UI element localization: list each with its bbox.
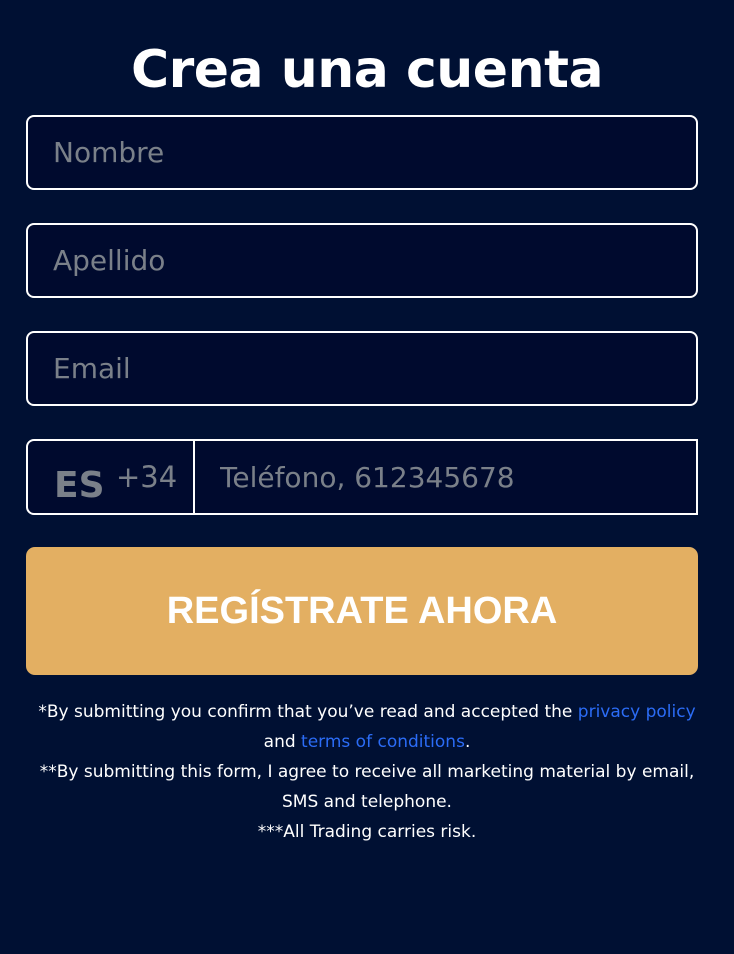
page-title: Crea una cuenta	[130, 40, 604, 100]
disclaimer-line-2: **By submitting this form, I agree to receive all marketing material by email, SMS and telephone.	[39, 762, 695, 812]
register-button[interactable]: REGÍSTRATE AHORA	[26, 547, 698, 675]
disclaimer	[22, 697, 712, 847]
disclaimer-text: *By submitting you confirm that you’ve read and accepted the	[38, 702, 578, 722]
privacy-policy-link[interactable]: privacy policy	[577, 702, 696, 722]
last-name-field-wrapper	[26, 223, 698, 298]
email-input[interactable]	[28, 333, 696, 404]
first-name-input[interactable]	[28, 117, 696, 188]
disclaimer-text: and	[263, 732, 302, 752]
first-name-field-wrapper	[26, 115, 698, 190]
terms-of-conditions-link[interactable]: terms of conditions	[301, 732, 465, 752]
phone-input[interactable]	[195, 441, 696, 513]
phone-field	[26, 439, 698, 515]
country-code: ES	[54, 465, 105, 506]
disclaimer-text: .	[464, 732, 471, 752]
dial-code: +34	[116, 460, 178, 494]
disclaimer-line-3: ***All Trading carries risk.	[257, 822, 477, 842]
email-field-wrapper	[26, 331, 698, 406]
last-name-input[interactable]	[28, 225, 696, 296]
disclaimer-line-1	[22, 697, 712, 757]
country-selector[interactable]	[28, 441, 195, 513]
